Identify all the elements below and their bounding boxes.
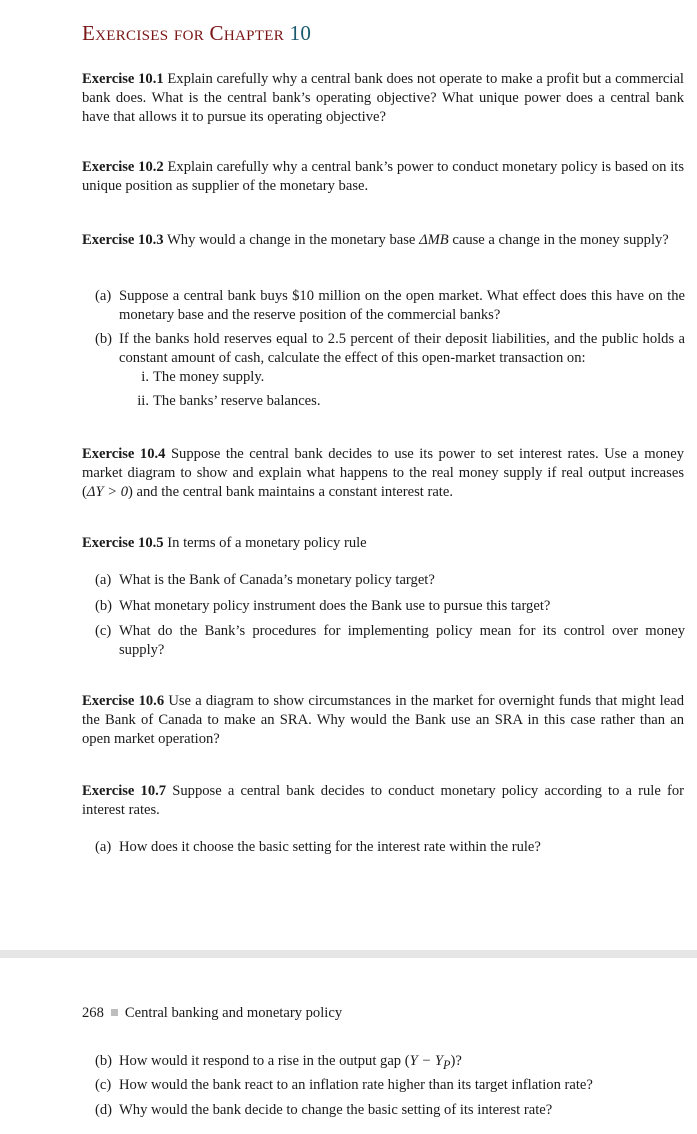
exercise-10-3-part-b — [95, 330, 685, 368]
exercise-10-7-part-b — [95, 1052, 685, 1075]
exercise-text: Explain carefully why a central bank’s power to conduct monetary policy is based on its unique position as supplier of the monetary base. — [82, 159, 684, 194]
subitem-label: ii. — [137, 393, 149, 409]
exercise-10-4 — [82, 445, 684, 502]
part-text: What do the Bank’s procedures for implementing policy mean for its control over money supply? — [119, 623, 685, 658]
exercise-10-7-part-a — [95, 838, 685, 857]
part-text — [119, 1052, 685, 1075]
subitem-text: The money supply. — [153, 369, 265, 385]
math-main: Y − Y — [409, 1053, 444, 1069]
exercise-text-pre: Why would a change in the monetary base — [167, 232, 416, 248]
exercise-text: Explain carefully why a central bank does not operate to make a profit but a commercial bank does. What is the central bank’s operating objective? What unique power does a central bank have that allows it to pursue its operating objective? — [82, 71, 684, 125]
exercise-10-5 — [82, 534, 684, 553]
exercise-10-1 — [82, 70, 684, 127]
exercise-text-post: ) and the central bank maintains a constant interest rate. — [128, 484, 453, 500]
exercise-label: Exercise 10.2 — [82, 159, 164, 175]
math-delta-y: ΔY > 0 — [86, 484, 128, 500]
exercise-label: Exercise 10.6 — [82, 693, 165, 709]
part-label: (a) — [95, 572, 112, 588]
chapter-title — [82, 21, 312, 45]
part-text: If the banks hold reserves equal to 2.5 percent of their deposit liabilities, and the public holds a constant amount of cash, calculate the effect of this open-market transaction on: — [119, 331, 685, 366]
part-label: (a) — [95, 288, 112, 304]
page-footer — [82, 1004, 342, 1023]
part-label: (a) — [95, 839, 112, 855]
math-output-gap — [409, 1053, 451, 1072]
part-text-pre: How would it respond to a rise in the output gap ( — [119, 1053, 410, 1069]
part-label: (b) — [95, 1053, 113, 1069]
exercise-text-pre: Suppose the central bank decides to use its power to set interest rates. Use a money market diagram to show and explain what happens to the real money supply if real output increases ( — [82, 446, 684, 500]
exercise-10-5-part-c — [95, 622, 685, 660]
math-subscript: P — [443, 1057, 451, 1072]
exercise-text: Use a diagram to show circumstances in the market for overnight funds that might lead the Bank of Canada to make an SRA. Why would the Bank use an SRA in this case rather than an open market operation? — [82, 693, 684, 747]
exercise-label: Exercise 10.4 — [82, 446, 166, 462]
exercise-10-7 — [82, 782, 684, 820]
exercise-10-5-part-b — [95, 597, 685, 616]
exercise-text: In terms of a monetary policy rule — [167, 535, 367, 551]
exercise-10-5-part-a — [95, 571, 685, 590]
part-text: What is the Bank of Canada’s monetary policy target? — [119, 572, 435, 588]
chapter-number: 10 — [289, 21, 312, 45]
part-text: What monetary policy instrument does the Bank use to pursue this target? — [119, 598, 551, 614]
exercise-10-3 — [82, 231, 684, 250]
exercise-label: Exercise 10.1 — [82, 71, 164, 87]
part-text: Why would the bank decide to change the basic setting of its interest rate? — [119, 1102, 553, 1118]
chapter-title-prefix: Exercises for Chapter — [82, 21, 284, 45]
page-bottom — [0, 958, 697, 1134]
exercise-10-2 — [82, 158, 684, 196]
exercise-text-post: cause a change in the money supply? — [452, 232, 669, 248]
exercise-10-6 — [82, 692, 684, 749]
exercise-label: Exercise 10.7 — [82, 783, 167, 799]
exercise-label: Exercise 10.5 — [82, 535, 164, 551]
part-text: How does it choose the basic setting for the interest rate within the rule? — [119, 839, 541, 855]
part-label: (c) — [95, 1077, 112, 1093]
part-text: Suppose a central bank buys $10 million on the open market. What effect does this have on the monetary base and the reserve position of the commercial banks? — [119, 288, 685, 323]
page-number: 268 — [82, 1005, 104, 1021]
math-delta-mb: ΔMB — [419, 232, 449, 248]
part-label: (d) — [95, 1102, 113, 1118]
part-text-post: )? — [450, 1053, 462, 1069]
exercise-label: Exercise 10.3 — [82, 232, 164, 248]
exercise-10-7-part-d — [95, 1101, 685, 1120]
subitem-text: The banks’ reserve balances. — [153, 393, 321, 409]
exercise-10-7-part-c — [95, 1076, 685, 1095]
square-bullet-icon — [111, 1009, 118, 1016]
exercise-10-3-subitem-ii — [129, 392, 429, 411]
part-label: (c) — [95, 623, 112, 639]
exercise-10-3-subitem-i — [129, 368, 429, 387]
part-label: (b) — [95, 331, 113, 347]
part-label: (b) — [95, 598, 113, 614]
part-text: How would the bank react to an inflation rate higher than its target inflation rate? — [119, 1077, 593, 1093]
exercise-text: Suppose a central bank decides to conduct monetary policy according to a rule for interest rates. — [82, 783, 684, 818]
page-divider — [0, 950, 697, 958]
exercise-10-3-part-a — [95, 287, 685, 325]
subitem-label: i. — [141, 369, 149, 385]
running-title: Central banking and monetary policy — [124, 1005, 343, 1021]
